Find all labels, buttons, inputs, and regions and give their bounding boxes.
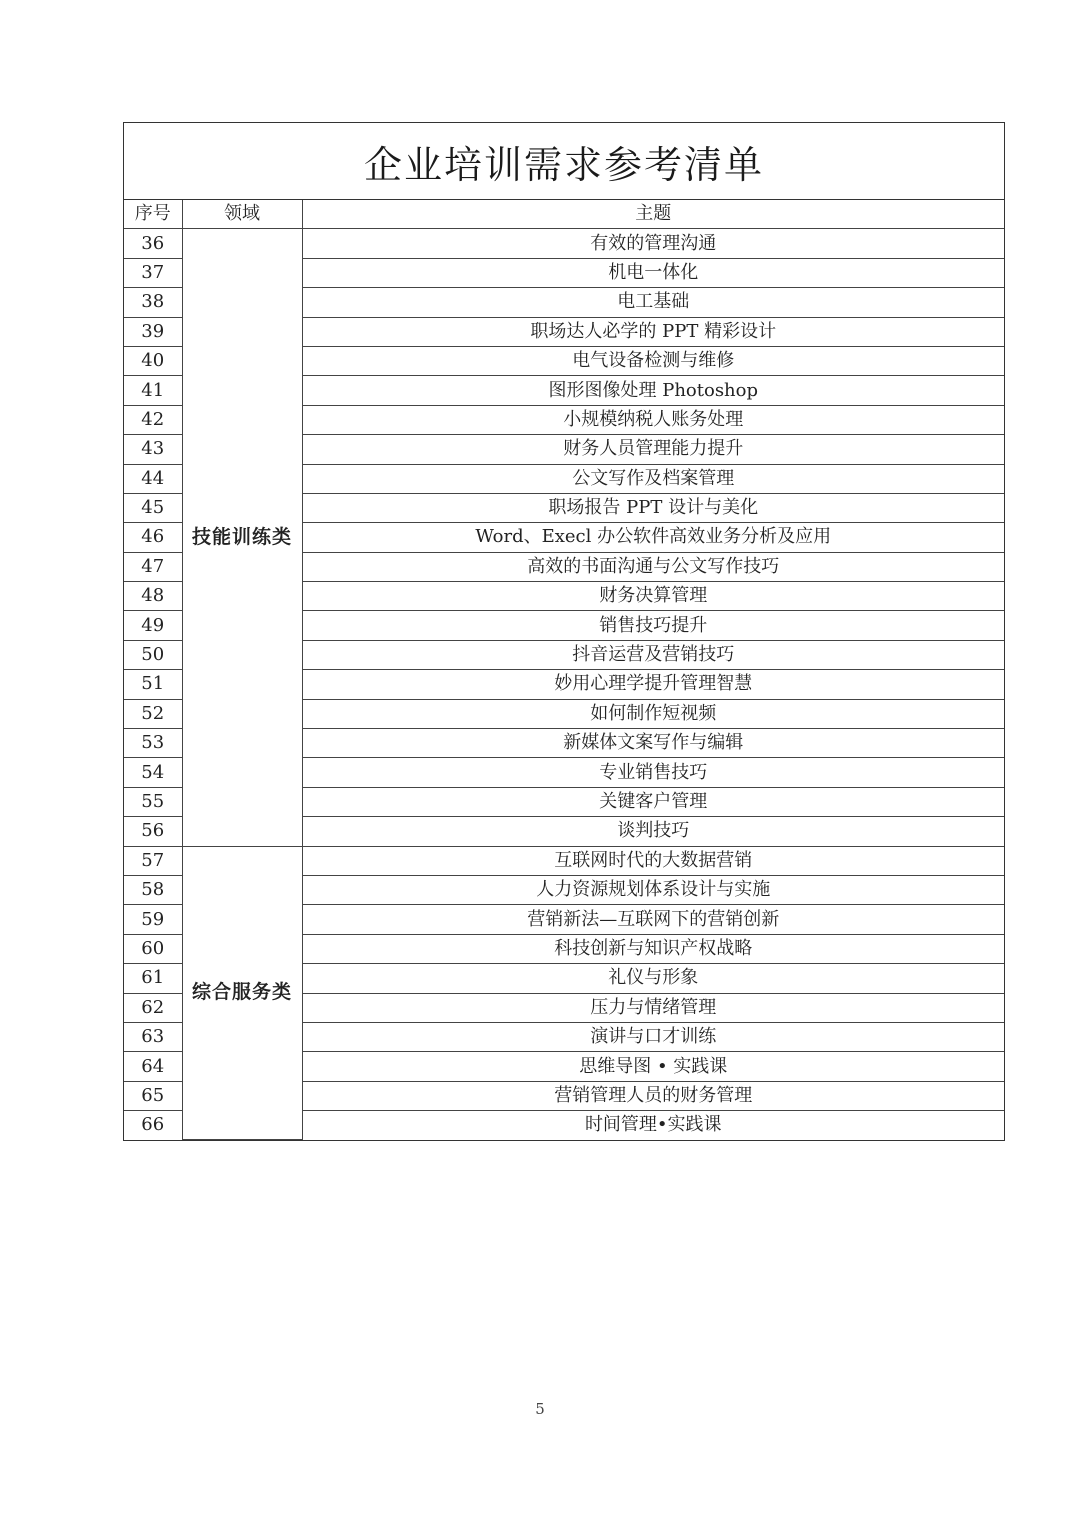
table-header-row xyxy=(124,200,1004,229)
row-topic: 专业销售技巧 xyxy=(302,758,1004,787)
row-topic: 机电一体化 xyxy=(302,258,1004,287)
row-topic: 演讲与口才训练 xyxy=(302,1022,1004,1051)
row-number: 38 xyxy=(124,288,182,317)
row-topic: 人力资源规划体系设计与实施 xyxy=(302,875,1004,904)
row-number: 36 xyxy=(124,229,182,258)
row-topic: 电气设备检测与维修 xyxy=(302,346,1004,375)
row-number: 65 xyxy=(124,1081,182,1110)
row-topic: 谈判技巧 xyxy=(302,817,1004,846)
row-topic: 互联网时代的大数据营销 xyxy=(302,846,1004,875)
row-number: 61 xyxy=(124,964,182,993)
header-no: 序号 xyxy=(124,200,182,229)
table-row xyxy=(124,229,1004,258)
row-topic: 小规模纳税人账务处理 xyxy=(302,405,1004,434)
row-number: 39 xyxy=(124,317,182,346)
row-topic: 思维导图 • 实践课 xyxy=(302,1052,1004,1081)
row-topic: 新媒体文案写作与编辑 xyxy=(302,729,1004,758)
row-number: 37 xyxy=(124,258,182,287)
row-topic: 营销管理人员的财务管理 xyxy=(302,1081,1004,1110)
page-number: 5 xyxy=(535,1400,545,1418)
row-number: 43 xyxy=(124,435,182,464)
row-topic: 财务决算管理 xyxy=(302,582,1004,611)
row-number: 49 xyxy=(124,611,182,640)
row-number: 51 xyxy=(124,670,182,699)
header-topic: 主题 xyxy=(302,200,1004,229)
training-topics-table xyxy=(124,200,1004,1140)
row-number: 59 xyxy=(124,905,182,934)
row-number: 63 xyxy=(124,1022,182,1051)
row-number: 54 xyxy=(124,758,182,787)
row-number: 53 xyxy=(124,729,182,758)
row-topic: 科技创新与知识产权战略 xyxy=(302,934,1004,963)
row-topic: 图形图像处理 Photoshop xyxy=(302,376,1004,405)
domain-cell: 技能训练类 xyxy=(182,229,302,846)
row-number: 41 xyxy=(124,376,182,405)
row-number: 66 xyxy=(124,1111,182,1140)
row-number: 45 xyxy=(124,493,182,522)
row-number: 62 xyxy=(124,993,182,1022)
row-topic: 销售技巧提升 xyxy=(302,611,1004,640)
row-topic: 压力与情绪管理 xyxy=(302,993,1004,1022)
row-number: 46 xyxy=(124,523,182,552)
domain-cell: 综合服务类 xyxy=(182,846,302,1139)
row-number: 57 xyxy=(124,846,182,875)
row-number: 44 xyxy=(124,464,182,493)
row-number: 64 xyxy=(124,1052,182,1081)
row-number: 48 xyxy=(124,582,182,611)
row-topic: 高效的书面沟通与公文写作技巧 xyxy=(302,552,1004,581)
table-body xyxy=(124,229,1004,1140)
row-number: 60 xyxy=(124,934,182,963)
row-topic: 如何制作短视频 xyxy=(302,699,1004,728)
row-topic: 抖音运营及营销技巧 xyxy=(302,640,1004,669)
row-topic: 营销新法—互联网下的营销创新 xyxy=(302,905,1004,934)
row-number: 56 xyxy=(124,817,182,846)
row-topic: 有效的管理沟通 xyxy=(302,229,1004,258)
row-number: 52 xyxy=(124,699,182,728)
row-topic: 礼仪与形象 xyxy=(302,964,1004,993)
row-topic: 时间管理•实践课 xyxy=(302,1111,1004,1140)
row-topic: 公文写作及档案管理 xyxy=(302,464,1004,493)
row-number: 58 xyxy=(124,875,182,904)
table-row xyxy=(124,846,1004,875)
training-list-sheet xyxy=(123,122,1005,1141)
row-number: 47 xyxy=(124,552,182,581)
row-topic: 财务人员管理能力提升 xyxy=(302,435,1004,464)
row-topic: Word、Execl 办公软件高效业务分析及应用 xyxy=(302,523,1004,552)
header-domain: 领域 xyxy=(182,200,302,229)
row-number: 42 xyxy=(124,405,182,434)
row-number: 40 xyxy=(124,346,182,375)
row-number: 50 xyxy=(124,640,182,669)
row-topic: 妙用心理学提升管理智慧 xyxy=(302,670,1004,699)
document-title: 企业培训需求参考清单 xyxy=(124,123,1004,200)
row-topic: 职场达人必学的 PPT 精彩设计 xyxy=(302,317,1004,346)
row-number: 55 xyxy=(124,787,182,816)
row-topic: 关键客户管理 xyxy=(302,787,1004,816)
row-topic: 电工基础 xyxy=(302,288,1004,317)
row-topic: 职场报告 PPT 设计与美化 xyxy=(302,493,1004,522)
